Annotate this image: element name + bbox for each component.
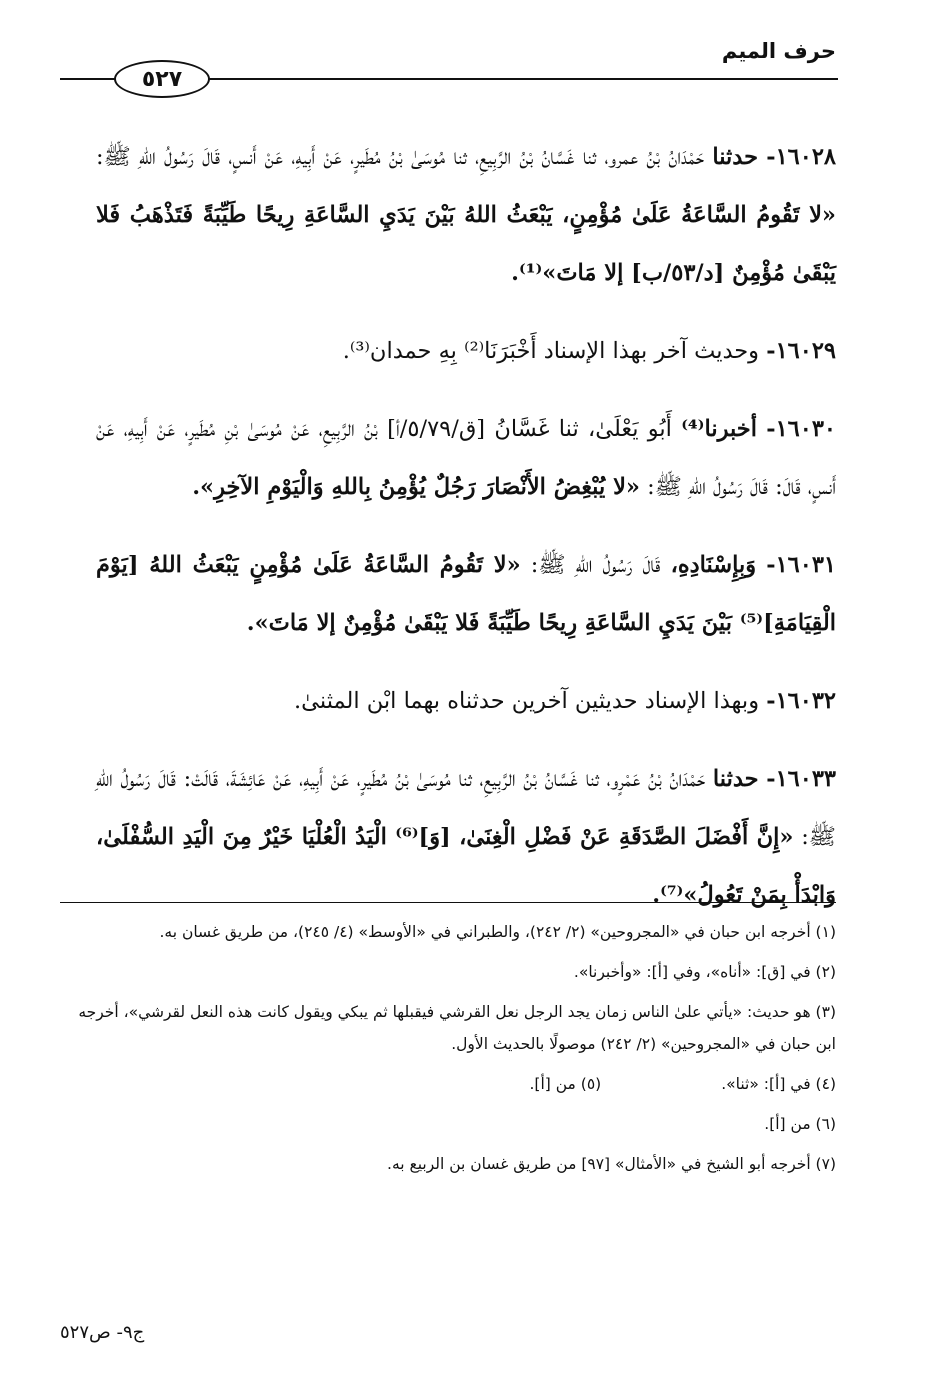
hadith-16033 — [96, 750, 836, 924]
hadith-16032 — [96, 672, 836, 730]
footnote-6: (٦) من [أ]. — [764, 1115, 836, 1133]
footnote-pair — [60, 1068, 836, 1100]
page-number: ٥٢٧ — [141, 66, 183, 92]
hadith-lead: حدثنا — [712, 766, 759, 792]
footnote-1: (١) أخرجه ابن حبان في «المجروحين» (٢/ ٢٤٢)، والطبراني في «الأوسط» (٤/ ٢٤٥)، من طريق غسان به. — [159, 923, 836, 941]
hadith-number: ١٦٠٣١- — [766, 552, 837, 578]
hadith-isnad: وبهذا الإسناد حديثين آخرين حدثناه بهما ابْن المثنىٰ. — [294, 688, 760, 714]
hadith-matn: «لا يُبْغِضُ الأَنْصَارَ رَجُلٌ يُؤْمِنُ بِاللهِ وَالْيَوْمِ الآخِرِ». — [192, 474, 640, 500]
hadith-lead: حدثنا — [712, 144, 758, 170]
hadith-number: ١٦٠٣٣- — [766, 766, 837, 792]
hadith-number: ١٦٠٢٨- — [766, 144, 836, 170]
hadith-16030 — [96, 400, 836, 516]
footnote-3: (٣) هو حديث: «يأتي علىٰ الناس زمان يجد الرجل نعل القرشي فيقبلها ثم يبكي ويقول كانت هذه النعل لقرشي»، أخرجه ابن حبان في «المجروحين» (٢/ ٢٤٢) موصولًا بالحديث الأول. — [78, 1003, 836, 1053]
volume-page-reference: ج٩- ص٥٢٧ — [60, 1322, 145, 1343]
hadith-isnad: قَالَ رَسُولُ اللهِ ﷺ: — [520, 552, 661, 578]
hadith-number: ١٦٠٣٢- — [766, 688, 836, 714]
running-title: حرف الميم — [721, 39, 836, 63]
hadith-matn: «لا تَقُومُ السَّاعَةُ عَلَىٰ مُؤْمِنٍ يَبْعَثُ اللهُ [يَوْمَ الْقِيَامَةِ]⁽⁵⁾ بَيْنَ يَدَيِ السَّاعَةِ رِيحًا طَيِّبَةً فَلا يَبْقَىٰ مُؤْمِنٌ إلا مَاتَ». — [96, 552, 836, 636]
hadith-16029 — [96, 322, 836, 380]
hadith-isnad: وحديث آخر بهذا الإسناد أَخْبَرَنَا⁽²⁾ بِهِ حمدان⁽³⁾. — [342, 338, 760, 364]
footnotes — [60, 916, 836, 1188]
hadith-isnad: أَبُو يَعْلَىٰ، ثنا غَسَّانُ [ق/٥/٧٩/أ] بْنُ الرَّبِيعِ، عَنْ مُوسَىٰ بْنِ مُطَيرٍ، عَنْ أَبِيهِ، عَنْ أَنسٍ، قَالَ: قَالَ رَسُولُ اللهِ ﷺ: — [96, 416, 836, 500]
hadith-isnad: حَمْدَانُ بْنُ عَمْرٍو، ثنا غَسَّانُ بْنُ الرَّبِيعِ، ثنا مُوسَىٰ بْنُ مُطَيرٍ، عَنْ أَبِيهِ، عَنْ عَائِشَةَ، قَالَتْ: قَالَ رَسُولُ اللهِ ﷺ: — [96, 766, 836, 850]
hadith-lead: وَبِإِسْنَادِهِ، — [670, 552, 757, 578]
footnote-rule — [60, 902, 836, 903]
hadith-isnad: حَمْدَانُ بْنُ عمرو، ثنا غَسَّانُ بْنُ الرَّبِيعِ، ثنا مُوسَىٰ بْنُ مُطَيرٍ، عَنْ أَبِيهِ، عَنْ أَنسٍ، قَالَ رَسُولُ اللهِ ﷺ: — [96, 144, 705, 170]
footnote-2: (٢) في [ق]: «أناه»، وفي [أ]: «وأخبرنا». — [573, 963, 836, 981]
hadith-number: ١٦٠٣٠- — [766, 416, 837, 442]
footnote-5: (٥) من [أ]. — [529, 1075, 602, 1093]
main-text — [96, 128, 836, 944]
page-number-badge — [114, 60, 210, 98]
hadith-number: ١٦٠٢٩- — [766, 338, 836, 364]
footnote-4: (٤) في [أ]: «ثنا». — [721, 1075, 836, 1093]
hadith-matn: «لا تَقُومُ السَّاعَةُ عَلَىٰ مُؤْمِنٍ، يَبْعَثُ اللهُ بَيْنَ يَدَيِ السَّاعَةِ رِيحًا طَيِّبَةً فَتَذْهَبُ فَلا يَبْقَىٰ مُؤْمِنٌ [د/٥٣/ب] إلا مَاتَ»⁽¹⁾. — [96, 202, 836, 286]
hadith-matn: «إِنَّ أَفْضَلَ الصَّدَقَةِ عَنْ فَضْلِ الْغِنَىٰ، [وَ]⁽⁶⁾ الْيَدُ الْعُلْيَا خَيْرٌ مِنَ الْيَدِ السُّفْلَىٰ، وَابْدَأْ بِمَنْ تَعُولُ»⁽⁷⁾. — [96, 824, 836, 908]
hadith-16031 — [96, 536, 836, 652]
hadith-16028 — [96, 128, 836, 302]
hadith-lead: أخبرنا⁽⁴⁾ — [681, 416, 757, 442]
footnote-7: (٧) أخرجه أبو الشيخ في «الأمثال» [٩٧] من طريق غسان بن الربيع به. — [387, 1155, 836, 1173]
